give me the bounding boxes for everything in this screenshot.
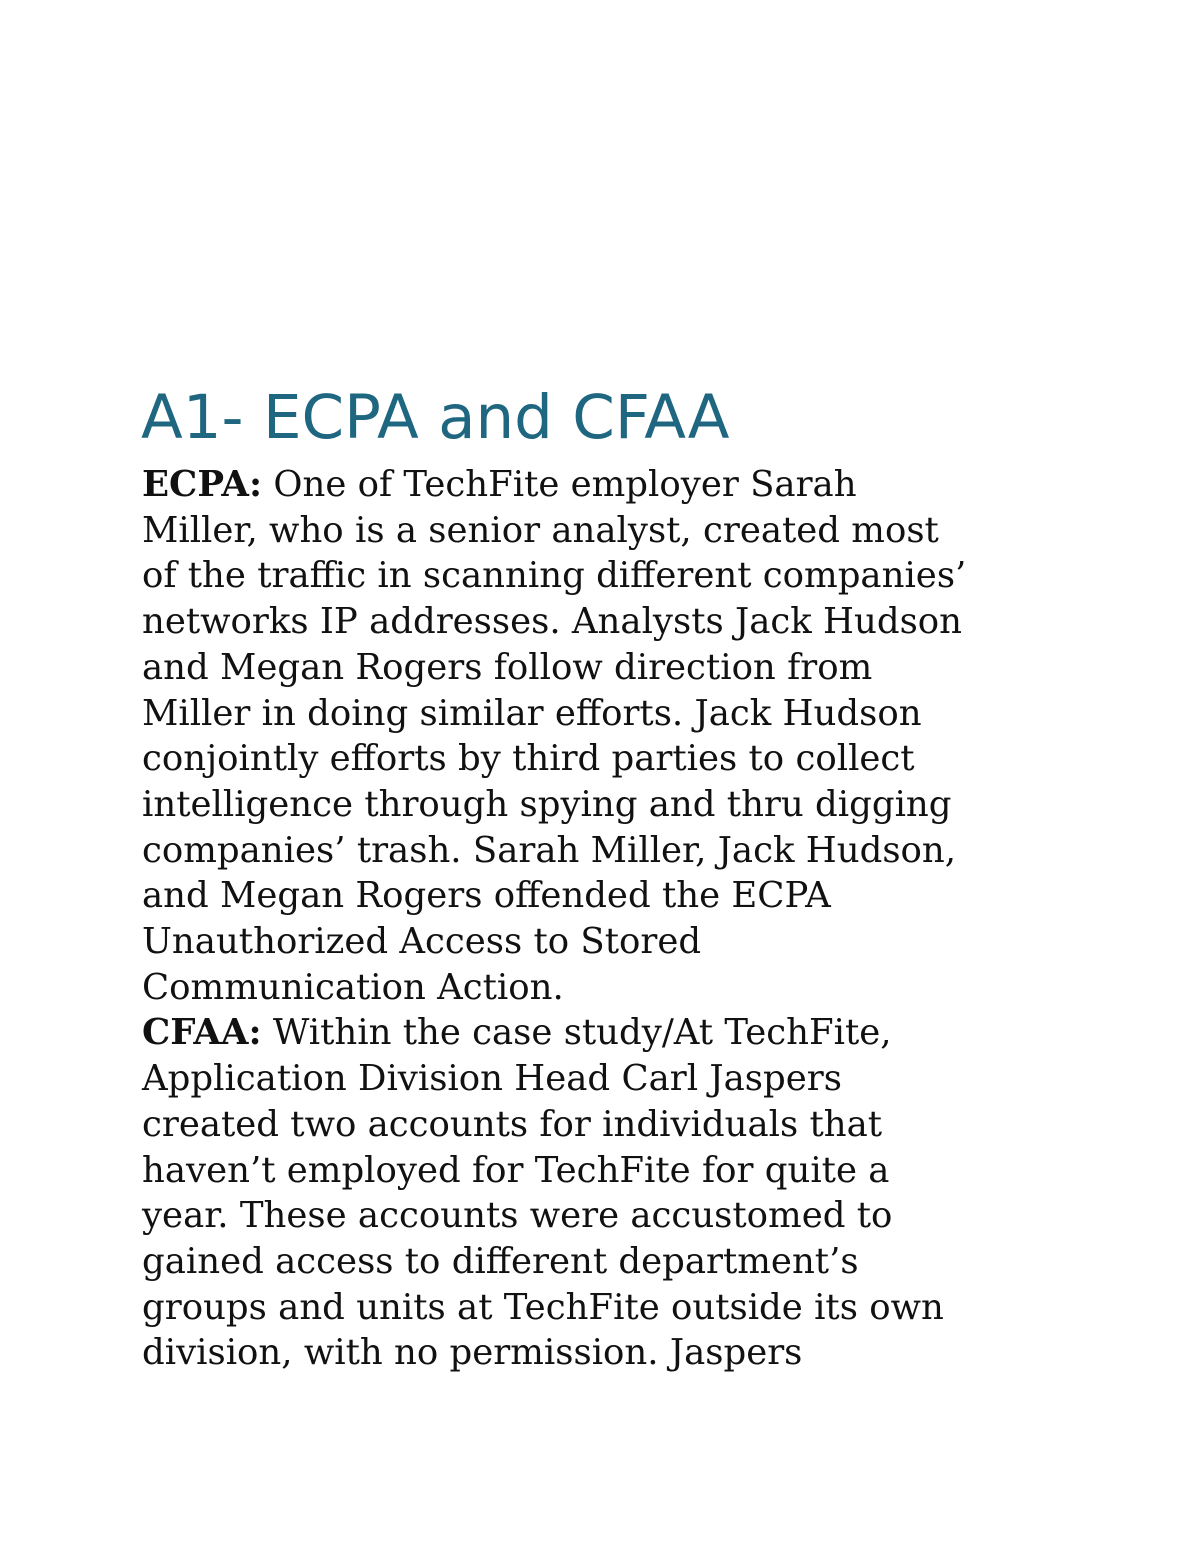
cfaa-label: CFAA: bbox=[142, 1012, 262, 1054]
ecpa-paragraph bbox=[142, 462, 1072, 1010]
body-text bbox=[142, 462, 1072, 1376]
ecpa-line: Miller in doing similar efforts. Jack Hudson bbox=[142, 692, 922, 734]
cfaa-line: Application Division Head Carl Jaspers bbox=[142, 1058, 842, 1100]
cfaa-line: division, with no permission. Jaspers bbox=[142, 1332, 803, 1374]
ecpa-line: Communication Action. bbox=[142, 966, 564, 1008]
ecpa-line: Miller, who is a senior analyst, created most bbox=[142, 509, 939, 551]
cfaa-line-text: Within the case study/At TechFite, bbox=[261, 1012, 892, 1054]
ecpa-line: and Megan Rogers follow direction from bbox=[142, 646, 873, 688]
cfaa-paragraph bbox=[142, 1010, 1072, 1376]
ecpa-line: and Megan Rogers offended the ECPA bbox=[142, 875, 831, 917]
ecpa-line: of the traffic in scanning different companies’ bbox=[142, 555, 967, 597]
ecpa-line bbox=[142, 462, 1072, 508]
cfaa-line bbox=[142, 1010, 1072, 1056]
cfaa-line: groups and units at TechFite outside its own bbox=[142, 1286, 944, 1328]
cfaa-line: year. These accounts were accustomed to bbox=[142, 1195, 893, 1237]
ecpa-line: conjointly efforts by third parties to collect bbox=[142, 738, 915, 780]
ecpa-line: Unauthorized Access to Stored bbox=[142, 921, 702, 963]
ecpa-line: networks IP addresses. Analysts Jack Hudson bbox=[142, 601, 963, 643]
cfaa-line: created two accounts for individuals that bbox=[142, 1103, 883, 1145]
ecpa-line-text: One of TechFite employer Sarah bbox=[262, 464, 857, 505]
ecpa-label: ECPA: bbox=[142, 464, 263, 505]
ecpa-line: companies’ trash. Sarah Miller, Jack Hudson, bbox=[142, 829, 957, 871]
ecpa-line: intelligence through spying and thru digging bbox=[142, 783, 952, 825]
cfaa-line: gained access to different department’s bbox=[142, 1240, 859, 1282]
cfaa-line: haven’t employed for TechFite for quite a bbox=[142, 1149, 890, 1191]
section-heading: A1- ECPA and CFAA bbox=[141, 382, 730, 453]
